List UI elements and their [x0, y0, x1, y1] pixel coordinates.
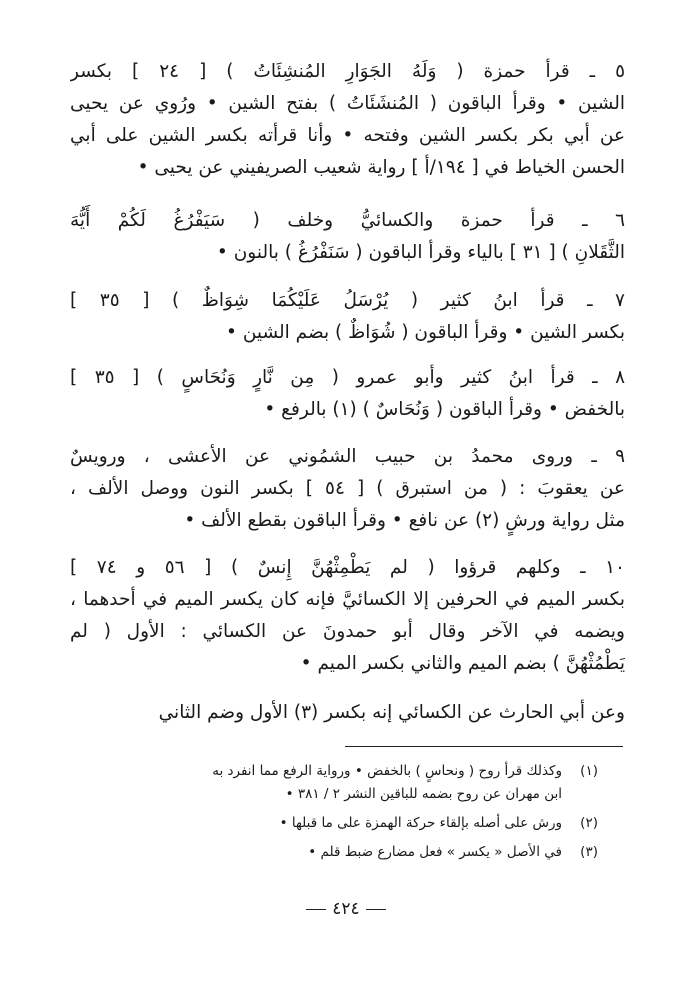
paragraph-7 [70, 285, 625, 349]
dash-decoration [366, 909, 386, 910]
paragraph-5 [70, 56, 625, 184]
text-line: بكسر الشين • وقرأ الباقون ( شُوَاظٌ ) بضم الشين • [226, 322, 625, 343]
text-line: ٧ ـ قرأ ابنُ كثير ( يُرْسَلُ عَلَيْكُمَا شِوَاظٌ ) [ ٣٥ ] [70, 290, 625, 311]
footnote-1 [100, 760, 620, 806]
text-line: عن يعقوبَ : ( من استبرق ) [ ٥٤ ] بكسر النون ووصل الألف ، [70, 478, 625, 499]
footnotes [100, 760, 620, 864]
text-line: الثَّقَلانِ ) [ ٣١ ] بالياء وقرأ الباقون ( سَنَفْرُغُ ) بالنون • [216, 242, 625, 263]
footnote-number: (٢) [580, 815, 598, 831]
paragraph-9 [70, 441, 625, 537]
text-line: بكسر الميم في الحرفين إلا الكسائيَّ فإنه كان يكسر الميم في أحدهما ، [70, 589, 625, 610]
footnote-divider [345, 746, 623, 747]
text-line: الحسن الخياط في [ ١٩٤/أ ] رواية شعيب الصريفيني عن يحيى • [137, 157, 625, 178]
paragraph-8 [70, 362, 625, 426]
text-line: ويضمه في الآخر وقال أبو حمدونَ عن الكسائي : الأول ( لم [70, 621, 625, 642]
page-number: ٤٢٤ [332, 899, 360, 919]
text-line: ٨ ـ قرأ ابنُ كثير وأبو عمرو ( مِن نَّارٍ وَنُحَاسٍ ) [ ٣٥ ] [70, 367, 625, 388]
text-line: مثل رواية ورشٍ (٢) عن نافع • وقرأ الباقون بقطع الألف • [184, 510, 625, 531]
footnote-number: (٣) [580, 844, 598, 860]
footnote-2 [100, 812, 620, 835]
text-line: يَطْمُثْهُنَّ ) بضم الميم والثاني بكسر الميم • [300, 653, 625, 674]
dash-decoration [306, 909, 326, 910]
footnote-3 [100, 841, 620, 864]
text-line: عن أبي بكر بكسر الشين وفتحه • وأنا قرأته بكسر الشين على أبي [70, 125, 625, 146]
page-number-footer [0, 899, 692, 919]
paragraph-continuation [70, 697, 625, 729]
footnote-text: في الأصل « يكسر » فعل مضارع ضبط قلم • [308, 844, 562, 860]
text-line: ٥ ـ قرأ حمزة ( وَلَهُ الجَوَارِ المُنشِئَاتُ ) [ ٢٤ ] بكسر [70, 61, 625, 82]
paragraph-6 [70, 205, 625, 269]
paragraph-10 [70, 552, 625, 680]
footnote-number: (١) [580, 763, 598, 779]
footnote-text: وكذلك قرأ روح ( ونحاسٍ ) بالخفض • ورواية الرفع مما انفرد به [212, 763, 562, 779]
text-line: ٩ ـ وروى محمدُ بن حبيب الشمُوني عن الأعشى ، ورويسٌ [70, 446, 625, 467]
text-line: وعن أبي الحارث عن الكسائي إنه بكسر (٣) الأول وضم الثاني [158, 702, 625, 723]
text-line: ٦ ـ قرأ حمزة والكسائيُّ وخلف ( سَيَفْرُغُ لَكُمْ أَيُّهَ [70, 210, 625, 231]
text-line: ١٠ ـ وكلهم قرؤوا ( لم يَطْمِثْهُنَّ إِنسٌ ) [ ٥٦ و ٧٤ ] [70, 557, 625, 578]
footnote-text: ابن مهران عن روح بضمه للباقين النشر ٢ / ٣٨١ • [285, 786, 562, 802]
text-line: بالخفض • وقرأ الباقون ( وَنُحَاسٌ ) (١) بالرفع • [264, 399, 625, 420]
footnote-text: ورش على أصله بإلقاء حركة الهمزة على ما قبلها • [279, 815, 562, 831]
text-line: الشين • وقرأ الباقون ( المُنشَئَاتُ ) بفتح الشين • ورُوي عن يحيى [70, 93, 625, 114]
